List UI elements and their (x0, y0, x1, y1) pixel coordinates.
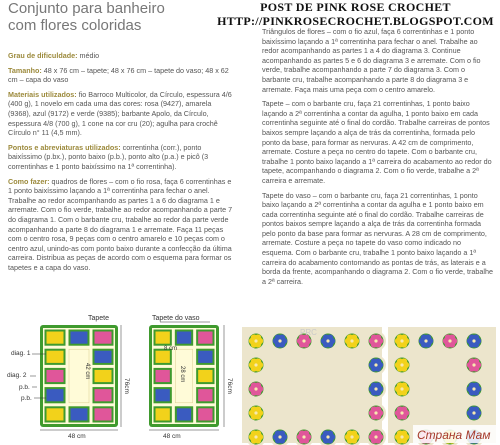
mat-2-square-center (198, 389, 212, 401)
mat-1-square-center (47, 389, 64, 401)
flower-9-center (374, 387, 377, 390)
flower-21-center (472, 339, 475, 342)
mat-2-square-center (177, 332, 191, 344)
tamanho-label: Tamanho: (8, 65, 42, 75)
materiais-label: Materiais utilizados: (8, 89, 77, 99)
flower-4-center (350, 339, 353, 342)
mat-1-square-center (95, 351, 112, 363)
mat-2-square-center (156, 408, 170, 420)
flower-14-center (302, 435, 305, 438)
mat-1-square-center (95, 408, 112, 420)
post-author: POST DE PINK ROSE CROCHET (260, 0, 451, 14)
flower-26-center (400, 411, 403, 414)
flower-27-center (472, 411, 475, 414)
vaso-inner-width-label: 8 cm (164, 346, 178, 352)
pontos-label: Pontos e abreviaturas utilizados: (8, 142, 121, 152)
site-logo (413, 425, 498, 443)
comofazer-label: Como fazer: (8, 176, 50, 186)
triangulos-paragraph: Triângulos de flores – com o fio azul, faça 6 correntinhas e 1 ponto baixíssimo laçando a 1ª correntinha para fechar o anel. Trabalhe ao redor acompanhando as partes 1 a 4 do diagrama 3. Continue acompanhando as partes 5 e 6 do diagrama 3 e arremate. Com o fio verde, trabalhe acompanhando a parte 7 do diagrama 3. Com o barbante cru, trabalhe acompanhando a parte 8 do diagrama 3 e arremate. Faça mais uma peça com o centro amarelo. (262, 27, 481, 94)
flower-25-center (472, 387, 475, 390)
mat-1-square-center (47, 370, 64, 382)
flower-17-center (374, 435, 377, 438)
tamanho-text: 48 x 76 cm – tapete; 48 x 76 cm – tapete do vaso; 48 x 62 cm – capa do vaso (8, 65, 229, 85)
tapete-width-label: 48 cm (68, 433, 86, 440)
flower-28-center (400, 435, 403, 438)
post-url[interactable]: HTTP://PINKROSECROCHET.BLOGSPOT.COM (217, 14, 494, 28)
tapete-vaso-label: Tapete do vaso (152, 315, 200, 322)
tapete-paragraph: Tapete – com o barbante cru, faça 21 correntinhas, 1 ponto baixo laçando a 2ª correntinha a contar da agulha, 1 ponto baixo em cada correntinha seguinte até o final do cordão. Trabalhe carreiras de pontos baixos sempre laçando a alça de trás da correntinha, formada pelo ponto da base, para formar as nervuras. A 42 cm de comprimento, arremate. Costure a peça no centro do tapete. Com o barbante cru, trabalhe 1 ponto baixo laçando a 1ª carreira do acabamento ao redor do tapete, acompanhando o diagrama 2. Com o fio verde, trabalhe a 2ª carreira e arremate. (262, 99, 492, 185)
materiais-paragraph (8, 90, 234, 138)
diag2-label: diag. 2 (7, 372, 27, 379)
flower-5-center (374, 339, 377, 342)
flower-1-center (278, 339, 281, 342)
title-line-2: com flores coloridas (8, 17, 142, 34)
mat-2-square-center (198, 332, 212, 344)
flower-15-center (326, 435, 329, 438)
logo-text: Страна Мам (417, 428, 491, 442)
vaso-width-label: 48 cm (163, 433, 181, 440)
mat-2-square-center (156, 370, 170, 382)
flower-6-center (254, 363, 257, 366)
pb-label: p.b. (19, 384, 30, 391)
flower-8-center (254, 387, 257, 390)
flower-0-center (254, 339, 257, 342)
materiais-text: fio Barroco Multicolor, da Círculo, espessura 4/6 (400 g), 1 novelo em cada uma das cores: rosa (9427), amarela (9368), azul (9172) e verde (9385); barbante Apolo, da Círculo, espessura 4/8 (700 g), 1 cone na cor cru (20); agulha para crochê Círculo n° 11 (4,5 mm). (8, 89, 232, 138)
tapete-label: Tapete (88, 315, 110, 322)
mat-1-square-center (95, 389, 112, 401)
flower-18-center (400, 339, 403, 342)
vaso-height-label: 76cm (226, 378, 233, 394)
instructions-left (8, 51, 234, 277)
dificuldade-label: Grau de dificuldade: (8, 51, 78, 60)
comofazer-text: quadros de flores – com o fio rosa, faça 6 correntinhas e 1 ponto baixíssimo laçando a 1ª correntinha para fechar o anel. Trabalhe ao redor acompanhando as partes 1 a 6 do diagrama 1 e arremate. Com o fio verde, trabalhe ao redor acompanhando a parte 7 do diagrama 1. Com o barbante cru, trabalhe ao redor da parte verde acompanhando a parte 8 do diagrama 1 e arremate. Faça 11 peças com o centro rosa, 9 peças com o centro amarelo e 10 peças com o centro azul, unindo-as com ponto baixo durante a confecção da última carreira. Distribua as peças de acordo com o esquema para formar os tapetes e a capa do vaso. (8, 176, 233, 272)
instructions-right (262, 27, 494, 291)
flower-7-center (374, 363, 377, 366)
mat-2-square-center (156, 332, 170, 344)
diag1-label: diag. 1 (11, 350, 31, 357)
tamanho-paragraph (8, 66, 234, 85)
flower-20-center (448, 339, 451, 342)
flower-13-center (278, 435, 281, 438)
mat-2-square-center (156, 351, 170, 363)
post-header (213, 0, 498, 28)
finished-mats-photo (238, 319, 500, 445)
page-title (8, 0, 168, 34)
vaso-inner-height-label: 28 cm (179, 366, 185, 383)
flower-23-center (472, 363, 475, 366)
mat-1-square-center (47, 408, 64, 420)
tapete-vaso-paragraph: Tapete do vaso – com o barbante cru, faça 21 correntinhas, 1 ponto baixo laçando a 2ª correntinha a contar da agulha e 1 ponto baixo em cada correntinha seguinte até o final do cordão. Trabalhe carreiras de pontos baixos sempre laçando a alça de trás da correntinha formada pelo ponto da base para formar as nervuras. A 28 cm de comprimento, arremate. Costure a peça no tapete do vaso como indicado no esquema. Com o barbante cru, trabalhe 1 ponto baixo laçando a 1ª carreira do acabamento contornando as pontas de trás, as laterais e a borda da frente, acompanhando o diagrama 2. Com o fio verde, trabalhe a 2ª carreira. (262, 190, 493, 286)
flower-24-center (400, 387, 403, 390)
mat-2-square-center (198, 370, 212, 382)
mat-2-square-center (198, 351, 212, 363)
mat-1-square-center (71, 408, 88, 420)
flower-10-center (254, 411, 257, 414)
comofazer-paragraph (8, 177, 234, 273)
dificuldade-text: médio (77, 51, 100, 60)
flower-22-center (400, 363, 403, 366)
mat-2-square-center (177, 408, 191, 420)
flower-19-center (424, 339, 427, 342)
flower-3-center (326, 339, 329, 342)
mat-2-square-center (156, 389, 170, 401)
flower-16-center (350, 435, 353, 438)
dificuldade-paragraph (8, 51, 234, 61)
mat-1-square-center (71, 332, 88, 344)
schematic-diagram (0, 308, 240, 445)
pb2-label: p.b. (21, 395, 32, 402)
mat-2-square-center (198, 408, 212, 420)
title-line-1: Conjunto para banheiro (8, 0, 165, 17)
flower-2-center (302, 339, 305, 342)
flower-11-center (374, 411, 377, 414)
tapete-inner-height-label: 42 cm (84, 363, 90, 380)
mat-1-square-center (95, 370, 112, 382)
flower-12-center (254, 435, 257, 438)
pontos-text: correntinha (corr.), ponto baixíssimo (p.bx.), ponto baixo (p.b.), ponto alto (p.a.) e picô (3 correntinhas e 1 ponto baixíssimo na 1ª correntinha). (8, 142, 209, 171)
mat-drawings (40, 322, 224, 430)
mat-1-square-center (47, 351, 64, 363)
pontos-paragraph (8, 143, 234, 172)
mat-1-square-center (47, 332, 64, 344)
watermark: PRC (300, 328, 317, 337)
tapete-height-label: 76cm (123, 378, 130, 394)
mat-1-square-center (95, 332, 112, 344)
